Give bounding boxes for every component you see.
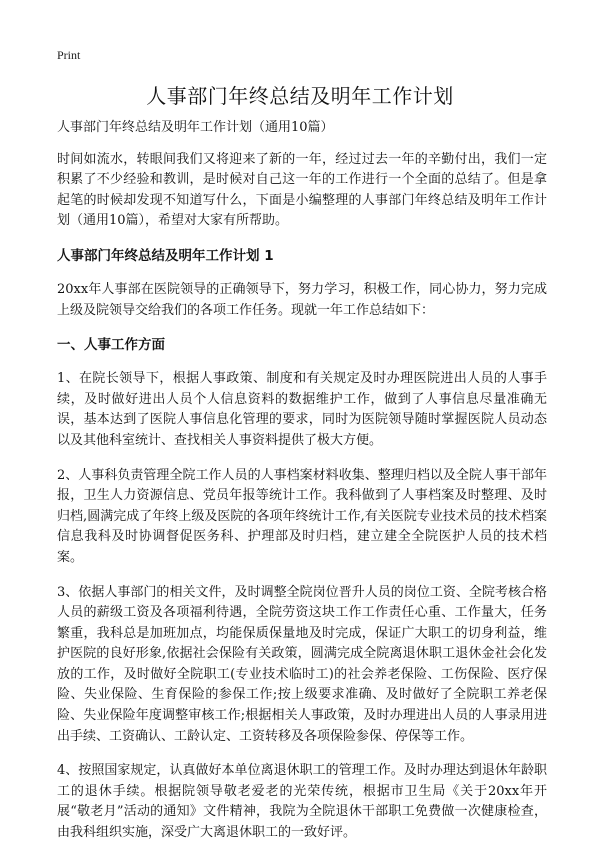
paragraph-3: 3、依据人事部门的相关文件，及时调整全院岗位晋升人员的岗位工资、全院考核合格人员的薪级工资及各项福利待遇，全院劳资这块工作工作责任心重、工作量大，任务繁重，我科总是加班加点，均能保质保量地及时完成，保证广大职工的切身利益，维护医院的良好形象,依据社会保险有关政策，圆满完成全院离退休职工退休金社会化发放的工作，及时做好全院职工(专业技术临时工)的社会养老保险、工伤保险、医疗保险、失业保险、生育保险的参保工作;按上级要求准确、及时做好了全院职工养老保险、失业保险年度调整审核工作;根据相关人事政策，及时办理进出人员的人事录用进出手续、工资确认、工龄认定、工资转移及各项保险参保、停保等工作。 (57, 584, 547, 744)
intro-paragraph: 时间如流水，转眼间我们又将迎来了新的一年，经过过去一年的辛勤付出，我们一定积累了不少经验和教训，是时候对自己这一年的工作进行一个全面的总结了。但是拿起笔的时候却发现不知道写什么，下面是小编整理的人事部门年终总结及明年工作计划（通用10篇），希望对大家有所帮助。 (57, 151, 547, 229)
print-label: Print (57, 48, 81, 62)
document-subtitle: 人事部门年终总结及明年工作计划（通用10篇） (57, 120, 334, 135)
section-intro-paragraph: 20xx年人事部在医院领导的正确领导下，努力学习，积极工作，同心协力，努力完成上级及院领导交给我们的各项工作任务。现就一年工作总结如下： (57, 281, 547, 318)
paragraph-2: 2、人事科负责管理全院工作人员的人事档案材料收集、整理归档以及全院人事干部年报，卫生人力资源信息、党员年报等统计工作。我科做到了人事档案及时整理、及时归档,圆满完成了年终上级及医院的各项年终统计工作,有关医院专业技术员的技术档案信息我科及时协调督促医务科、护理部及时归档，建立建全全院医护人员的技术档案。 (57, 467, 547, 565)
document-title: 人事部门年终总结及明年工作计划 (146, 84, 454, 108)
paragraph-1: 1、在院长领导下，根据人事政策、制度和有关规定及时办理医院进出人员的人事手续，及时做好进出人员个人信息资料的数据维护工作，做到了人事信息尽量准确无误，基本达到了医院人事信息化管理的要求，同时为医院领导随时掌握医院人员动态以及其他科室统计、查找相关人事资料提供了极大方便。 (57, 371, 547, 448)
paragraph-4: 4、按照国家规定，认真做好本单位离退休职工的管理工作。及时办理达到退休年龄职工的退休手续。根据院领导敬老爱老的光荣传统，根据市卫生局《关于20xx年开展“敬老月”活动的通知》文件精神，我院为全院退休干部职工免费做一次健康检查，由我科组织实施，深受广大离退休职工的一致好评。 (57, 763, 547, 841)
section-heading: 人事部门年终总结及明年工作计划 1 (57, 247, 274, 264)
part-heading: 一、人事工作方面 (57, 337, 165, 354)
document-body (57, 118, 547, 858)
